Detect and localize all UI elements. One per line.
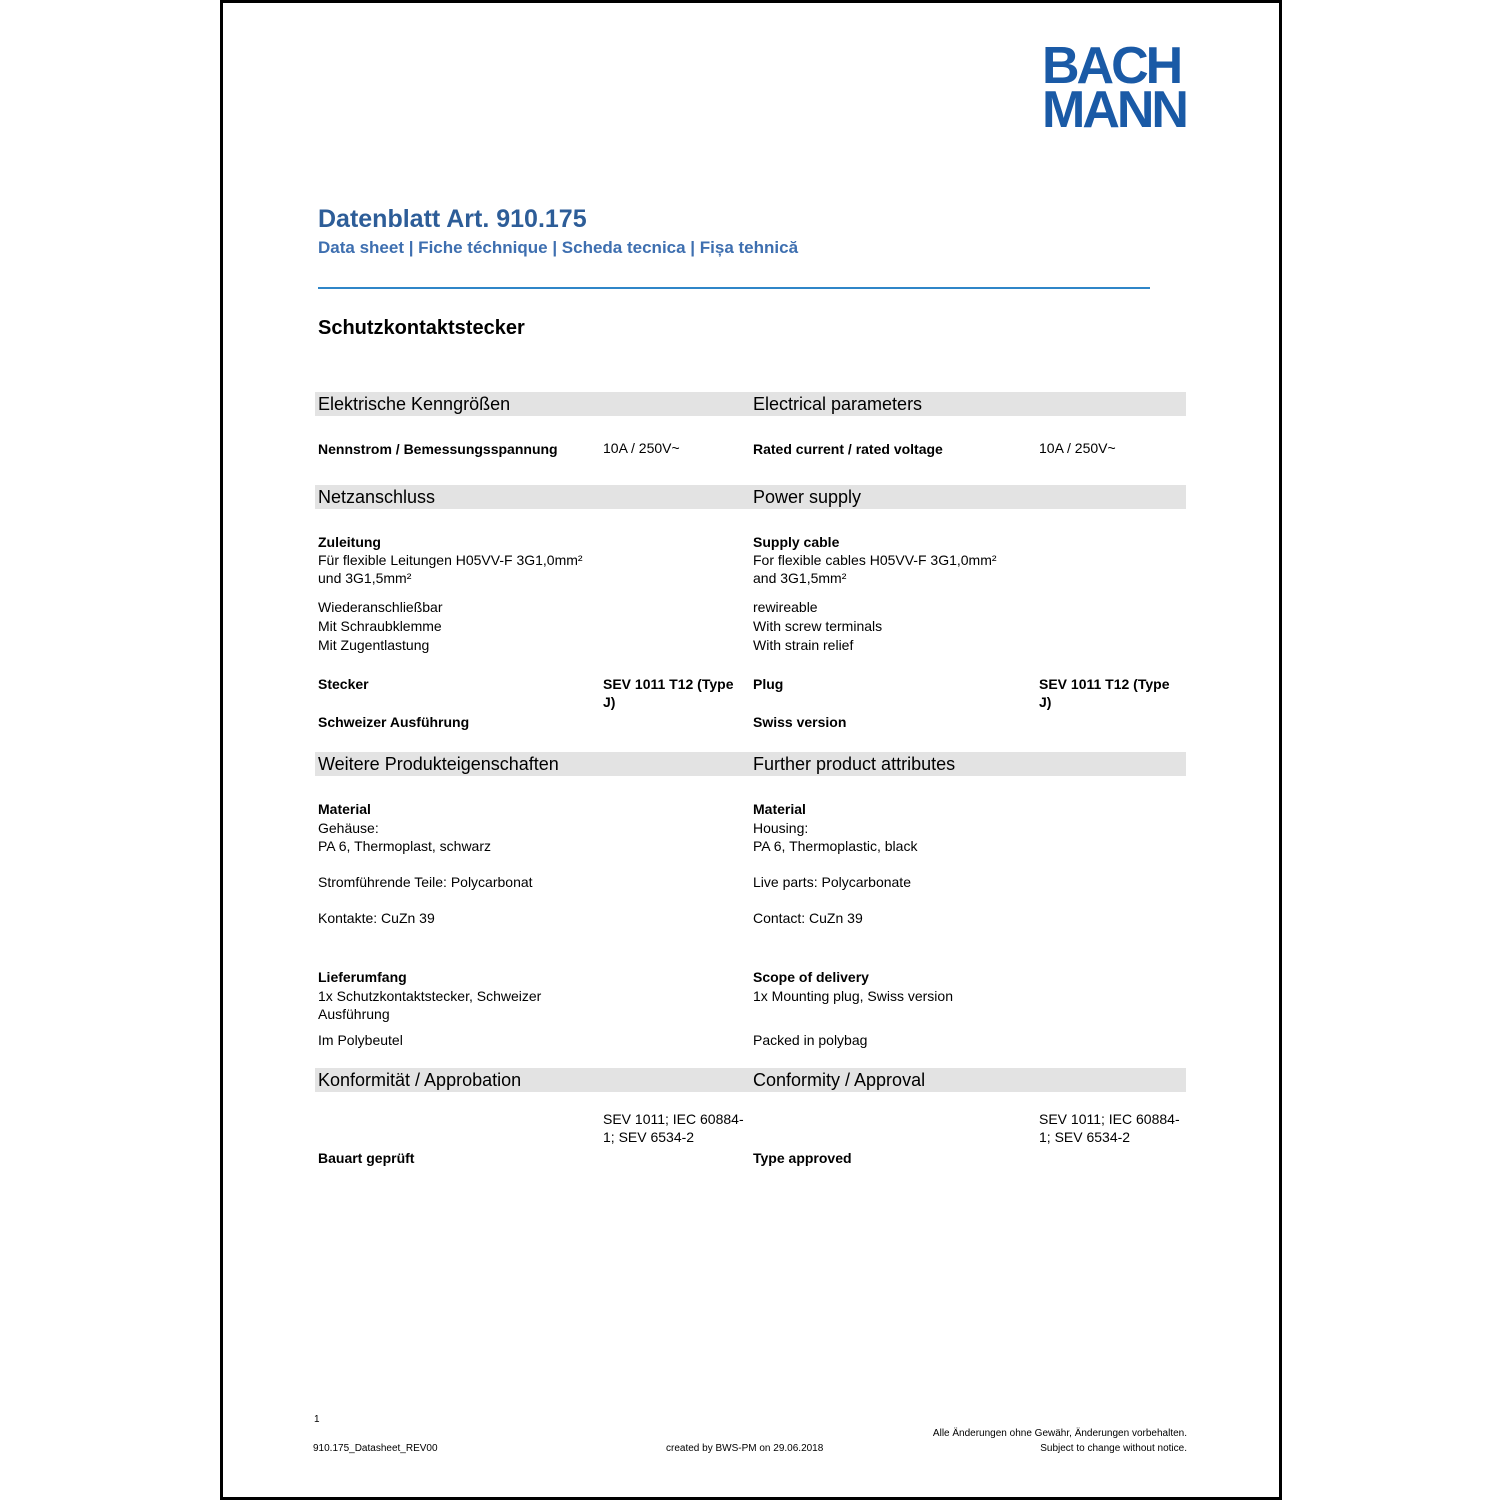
cable-line-en: and 3G1,5mm²	[753, 570, 847, 586]
section-heading-de: Netzanschluss	[318, 487, 436, 507]
material-label-en: Material	[753, 801, 806, 817]
header-divider	[318, 287, 1150, 289]
bachmann-logo	[1042, 37, 1190, 139]
delivery-line-en: 1x Mounting plug, Swiss version	[753, 988, 953, 1004]
feature-item-de: Mit Zugentlastung	[318, 637, 430, 653]
section-heading-de: Konformität / Approbation	[318, 1070, 522, 1090]
feature-item-en: With strain relief	[753, 637, 854, 653]
conformity-value-de: SEV 1011; IEC 60884-	[603, 1111, 744, 1127]
page-title: Datenblatt Art. 910.175	[318, 205, 587, 233]
page-number: 1	[314, 1414, 320, 1425]
logo-line-1: BACH	[1042, 37, 1181, 95]
plug-value-en: SEV 1011 T12 (Type	[1039, 676, 1170, 692]
document-id: 910.175_Datasheet_REV00	[313, 1443, 438, 1454]
conformity-value-en: 1; SEV 6534-2	[1039, 1129, 1131, 1145]
plug-value-de: SEV 1011 T12 (Type	[603, 676, 734, 692]
created-info: created by BWS-PM on 29.06.2018	[666, 1443, 824, 1454]
feature-item-de: Mit Schraubklemme	[318, 618, 442, 634]
plug-label-de: Stecker	[318, 676, 369, 692]
section-heading-en: Further product attributes	[753, 754, 956, 774]
plug-label-en: Plug	[753, 676, 784, 692]
material-label-de: Material	[318, 801, 371, 817]
delivery-line-de: 1x Schutzkontaktstecker, Schweizer	[318, 988, 542, 1004]
contacts-en: Contact: CuZn 39	[753, 910, 863, 926]
cable-line-de: Für flexible Leitungen H05VV-F 3G1,0mm²	[318, 552, 583, 568]
conformity-label-de: Bauart geprüft	[318, 1150, 415, 1166]
rated-label-de: Nennstrom / Bemessungsspannung	[318, 441, 558, 457]
packed-de: Im Polybeutel	[318, 1032, 403, 1048]
packed-en: Packed in polybag	[753, 1032, 868, 1048]
rated-label-en: Rated current / rated voltage	[753, 441, 943, 457]
housing-de: Gehäuse:	[318, 820, 379, 836]
plug-note-en: Swiss version	[753, 714, 847, 730]
delivery-line-de: Ausführung	[318, 1006, 390, 1022]
section-header-attributes	[315, 752, 1186, 776]
plug-value-de: J)	[603, 694, 616, 710]
logo-line-2: MANN	[1042, 81, 1186, 139]
cable-line-en: For flexible cables H05VV-F 3G1,0mm²	[753, 552, 997, 568]
page-subtitle: Data sheet | Fiche téchnique | Scheda tecnica | Fișa tehnică	[318, 238, 799, 257]
plug-value-en: J)	[1039, 694, 1052, 710]
section-header-electrical	[315, 392, 1186, 416]
plug-note-de: Schweizer Ausführung	[318, 714, 470, 730]
disclaimer-en: Subject to change without notice.	[1040, 1443, 1187, 1454]
live-parts-en: Live parts: Polycarbonate	[753, 874, 911, 890]
section-heading-de: Weitere Produkteigenschaften	[318, 754, 559, 774]
feature-item-en: With screw terminals	[753, 618, 883, 634]
section-heading-en: Power supply	[753, 487, 862, 507]
section-heading-en: Conformity / Approval	[753, 1070, 926, 1090]
cable-label-en: Supply cable	[753, 534, 840, 550]
section-heading-en: Electrical parameters	[753, 394, 923, 414]
feature-item-de: Wiederanschließbar	[318, 599, 443, 615]
cable-label-de: Zuleitung	[318, 534, 381, 550]
product-name: Schutzkontaktstecker	[318, 317, 525, 339]
housing-en: Housing:	[753, 820, 809, 836]
live-parts-de: Stromführende Teile: Polycarbonat	[318, 874, 533, 890]
conformity-value-de: 1; SEV 6534-2	[603, 1129, 695, 1145]
section-heading-de: Elektrische Kenngrößen	[318, 394, 511, 414]
rated-value-en: 10A / 250V~	[1039, 440, 1116, 456]
housing-value-de: PA 6, Thermoplast, schwarz	[318, 838, 491, 854]
conformity-label-en: Type approved	[753, 1150, 852, 1166]
feature-item-en: rewireable	[753, 599, 818, 615]
rated-value-de: 10A / 250V~	[603, 440, 680, 456]
disclaimer-de: Alle Änderungen ohne Gewähr, Änderungen vorbehalten.	[932, 1428, 1187, 1439]
conformity-value-en: SEV 1011; IEC 60884-	[1039, 1111, 1180, 1127]
housing-value-en: PA 6, Thermoplastic, black	[753, 838, 918, 854]
contacts-de: Kontakte: CuZn 39	[318, 910, 435, 926]
cable-line-de: und 3G1,5mm²	[318, 570, 412, 586]
section-header-conformity	[315, 1068, 1186, 1092]
section-header-supply	[315, 485, 1186, 509]
delivery-label-de: Lieferumfang	[318, 969, 407, 985]
delivery-label-en: Scope of delivery	[753, 969, 869, 985]
